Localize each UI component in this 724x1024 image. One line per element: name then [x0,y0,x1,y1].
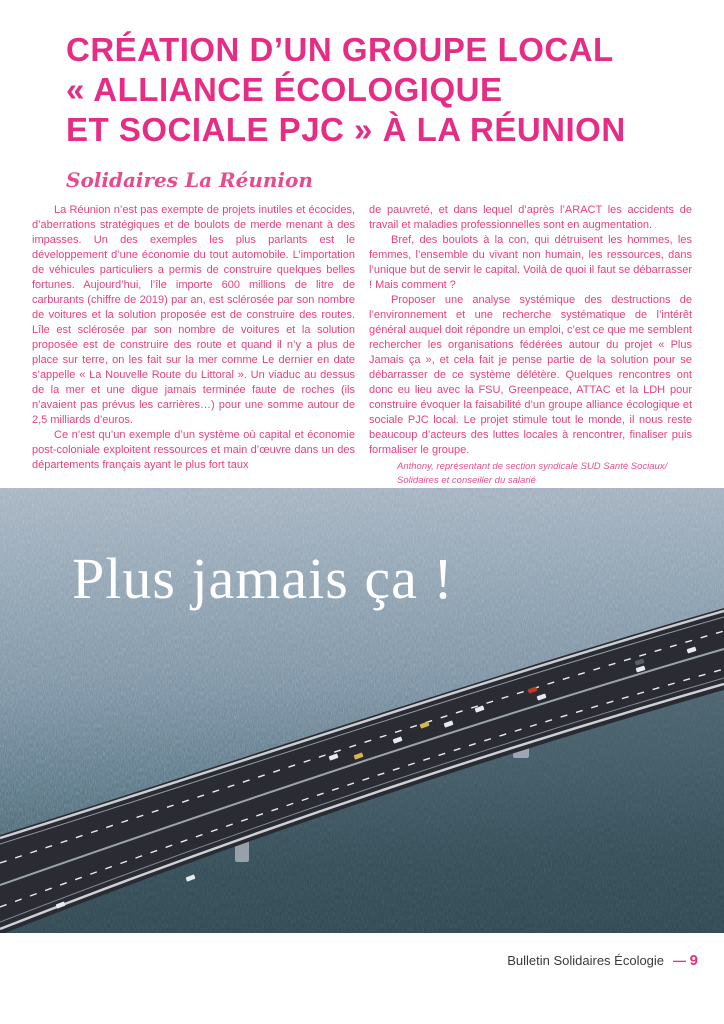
footer-bulletin-name: Bulletin Solidaires Écologie [507,953,665,968]
footer-dash: — [673,953,687,968]
paragraph: La Réunion n’est pas exempte de projets inutiles et écocides, d’aberrations stratégiques et de boulots de merde menant à des impasses. Un des exemples les plus parlants est le développement d’une économie du tout automobile. L’importation de véhicules particuliers a permis de construire quelques belles fortunes. Aujourd’hui, l’île importe 600 millions de litre de carburants (chiffre de 2019) par an, est sclérosée par son nombre de voitures et la solution proposée est de construire des routes. Lîle est sclérosée par son nombre de voitures et la solution proposée est de construire des route et quand il n’y a plus de place sur terre, on les fait sur la mer comme Le dernier en date s’appelle « La Nouvelle Route du Littoral ». Un viaduc au dessus de la mer et une digue jamais terminée faute de roches (ils n’avaient pas prévus les carrières…) pour une somme autour de 2,5 milliards d’euros. [32,204,355,426]
headline-line-3: ET SOCIALE PJC » À LA RÉUNION [66,111,626,148]
article-signature: Anthony, représentant de section syndicale SUD Santé Sociaux/ Solidaires et conseiller du salarié [397,461,668,486]
article-author-org: Solidaires La Réunion [66,168,313,192]
page-title [66,30,626,150]
headline-line-2: « ALLIANCE ÉCOLOGIQUE [66,71,503,108]
paragraph: Proposer une analyse systémique des destructions de l’environnement et une recherche systématique de l’intérêt général auquel doit répondre un emploi, c’est ce que me semblent rechercher les organisations fédérées autour du projet « Plus Jamais ça », et cela fait je pense partie de la solution pour se débarrasser de ce système délétère. Quelques rencontres ont donc eu lieu avec la FSU, Greenpeace, ATTAC et la LDH pour construire évoquer la faisabilité d’un groupe alliance écologique et sociale PJC local. Le projet stimule tout le monde, il nous reste beaucoup d’acteurs des luttes locales à rencontrer, finaliser puis formaliser le groupe. [369,294,692,456]
article-column-1 [32,203,355,488]
page-footer [507,952,698,969]
headline-line-1: CRÉATION D’UN GROUPE LOCAL [66,31,614,68]
photo-overlay-text: Plus jamais ça ! [72,546,454,611]
viaduct-photo [0,488,724,933]
page-number: 9 [689,952,698,969]
article-column-2 [369,203,692,488]
article-body [32,203,692,488]
paragraph: Bref, des boulots à la con, qui détruisent les hommes, les femmes, l’ensemble du vivant non humain, les ressources, dans l’unique but de servir le capital. Voilà de quoi il faut se débarrasser ! Mais comment ? [369,234,692,291]
paragraph: de pauvreté, et dans lequel d’après l’ARACT les accidents de travail et maladies professionnelles sont en augmentation. [369,204,692,231]
paragraph: Ce n’est qu’un exemple d’un système où capital et économie post-coloniale exploitent ressources et main d’œuvre dans un des départements français ayant le plus fort taux [32,429,355,471]
